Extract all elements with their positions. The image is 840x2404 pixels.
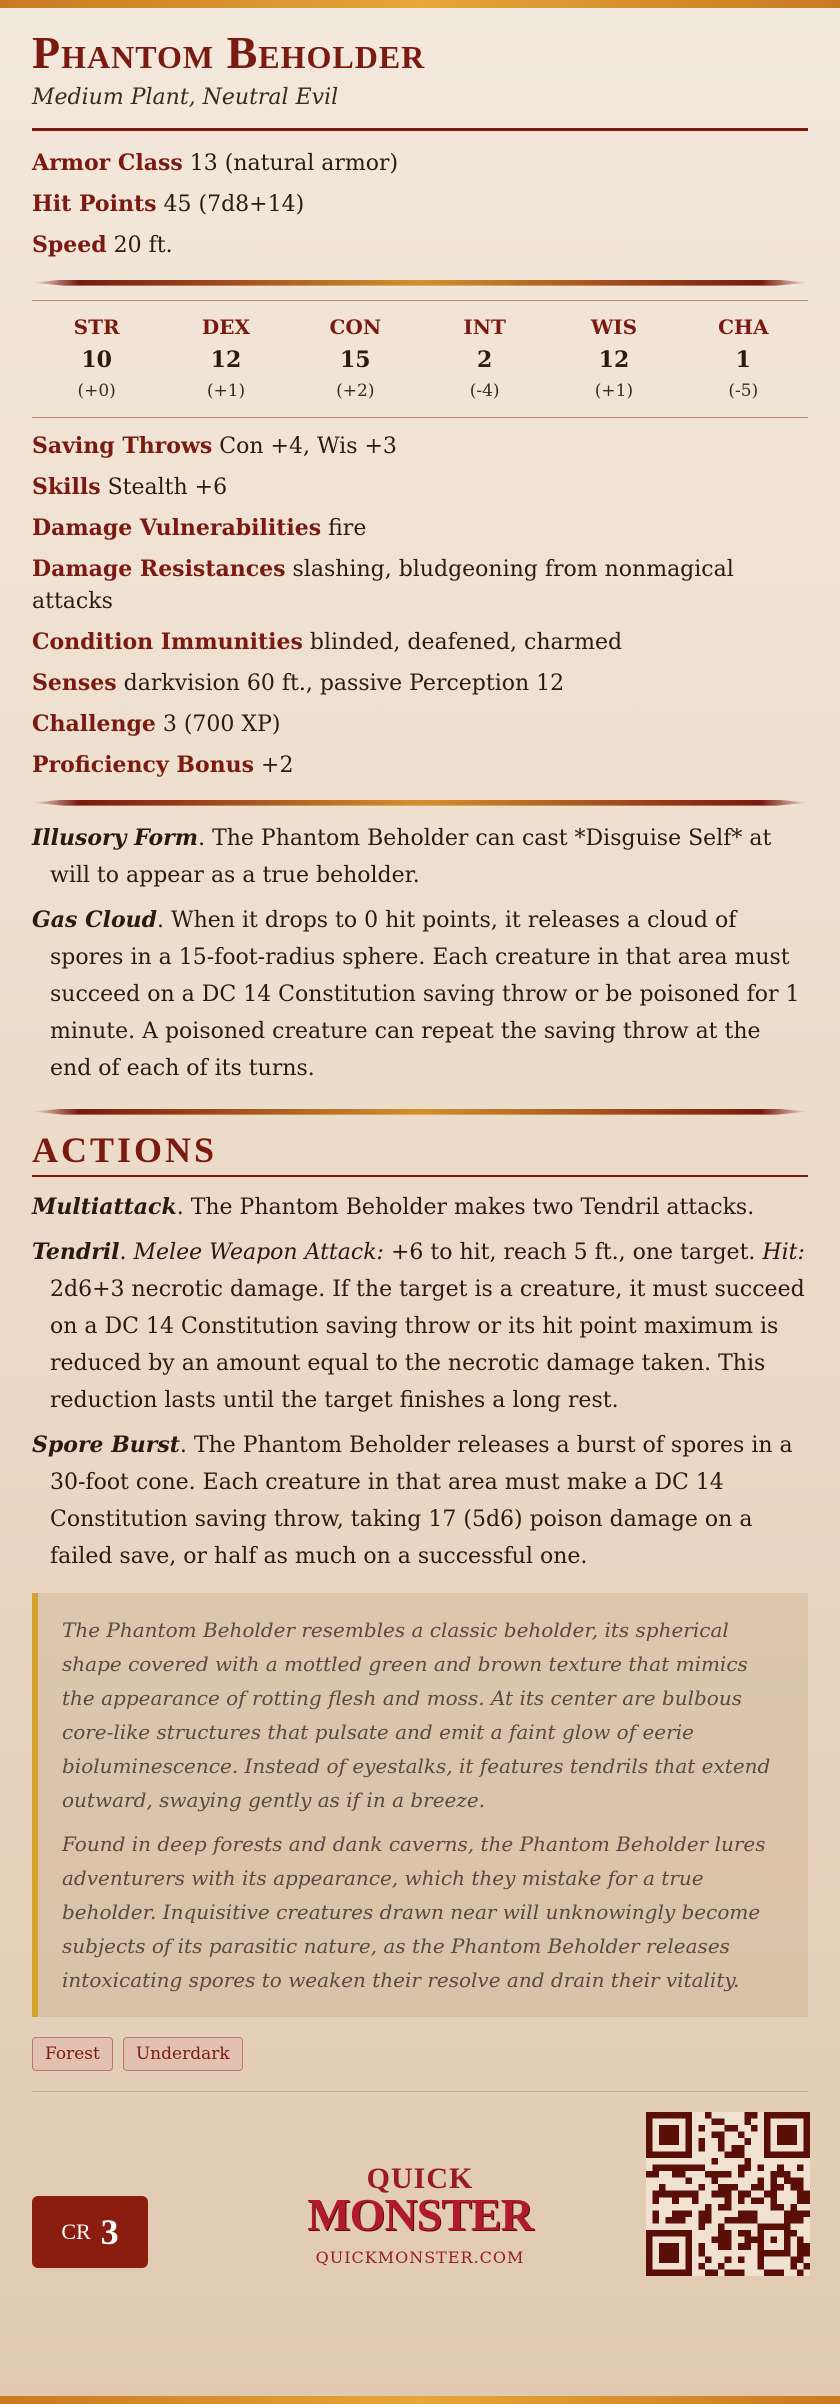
lore-paragraph: Found in deep forests and dank caverns, the Phantom Beholder lures adventurers with its appearance, which they mistake for a true beholder. Inquisitive creatures drawn near will unknowingly become subjects of its parasitic nature, as the Phantom Beholder releases intoxicating spores to weaken their resolve and drain their vitality. — [62, 1831, 766, 1992]
skills: Skills Stealth +6 — [32, 473, 228, 500]
tapered-divider — [32, 1109, 808, 1115]
ability-cha: CHA 1 (-5) — [718, 314, 769, 401]
proficiency-bonus: Proficiency Bonus +2 — [32, 751, 294, 778]
damage-vulnerabilities: Damage Vulnerabilities fire — [32, 514, 367, 541]
action-multiattack: Multiattack. The Phantom Beholder makes two Tendril attacks. — [32, 1193, 755, 1220]
qr-code-icon[interactable] — [646, 2112, 810, 2276]
speed: Speed 20 ft. — [32, 231, 173, 258]
ability-con: CON 15 (+2) — [329, 314, 382, 401]
divider — [32, 1175, 808, 1177]
ability-wis: WIS 12 (+1) — [590, 314, 638, 401]
lore-paragraph: The Phantom Beholder resembles a classic beholder, its spherical shape covered with a mottled green and brown texture that mimics the appearance of rotting flesh and moss. At its center are bulbous core-like structures that pulsate and emit a faint glow of eerie bioluminescence. Instead of eyestalks, it features tendrils that extend outward, swaying gently as if in a breeze. — [62, 1617, 771, 1812]
armor-class: Armor Class 13 (natural armor) — [32, 149, 399, 176]
quickmonster-logo[interactable]: QUICK MONSTER QUICKMONSTER.COM — [280, 2164, 560, 2267]
actions-section — [32, 1189, 808, 1575]
condition-immunities: Condition Immunities blinded, deafened, charmed — [32, 628, 623, 655]
challenge: Challenge 3 (700 XP) — [32, 710, 281, 737]
monster-name: Phantom Beholder — [32, 27, 426, 78]
ability-str: STR 10 (+0) — [73, 314, 120, 401]
action-spore-burst: Spore Burst. The Phantom Beholder releases a burst of spores in a 30-foot cone. Each creature in that area must make a DC 14 Constitution saving throw, taking 17 (5d6) poison damage on a failed save, or half as much on a successful one. — [32, 1431, 793, 1569]
cr-badge: CR 3 — [32, 2196, 148, 2268]
ability-dex: DEX 12 (+1) — [201, 314, 251, 401]
tapered-divider — [32, 280, 808, 286]
basics-section — [32, 143, 808, 266]
trait-illusory-form: Illusory Form. The Phantom Beholder can cast *Disguise Self* at will to appear as a true beholder. — [32, 824, 772, 888]
action-tendril: Tendril. Melee Weapon Attack: +6 to hit, reach 5 ft., one target. Hit: 2d6+3 necrotic damage. If the target is a creature, it must succeed on a DC 14 Constitution saving throw or its hit point maximum is reduced by an amount equal to the necrotic damage taken. This reduction lasts until the target finishes a long rest. — [32, 1238, 805, 1413]
actions-heading: ACTIONS — [32, 1129, 218, 1170]
trait-gas-cloud: Gas Cloud. When it drops to 0 hit points, it releases a cloud of spores in a 15-foot-radius sphere. Each creature in that area must succeed on a DC 14 Constitution saving throw or be poisoned for 1 minute. A poisoned creature can repeat the saving throw at the end of each of its turns. — [32, 906, 800, 1081]
top-accent-bar — [0, 0, 840, 8]
stat-block — [32, 8, 808, 2292]
damage-resistances: Damage Resistances slashing, bludgeoning from nonmagical attacks — [32, 555, 734, 614]
hit-points: Hit Points 45 (7d8+14) — [32, 190, 305, 217]
traits-section — [32, 820, 808, 1087]
footer — [32, 2092, 808, 2292]
tapered-divider — [32, 800, 808, 806]
tag-underdark[interactable]: Underdark — [123, 2037, 243, 2071]
bottom-accent-bar — [0, 2396, 840, 2404]
tag-forest[interactable]: Forest — [32, 2037, 113, 2071]
site-link[interactable]: QUICKMONSTER.COM — [315, 2247, 525, 2267]
tag-list — [32, 2037, 808, 2071]
monster-subtitle: Medium Plant, Neutral Evil — [32, 84, 339, 110]
details-section — [32, 426, 808, 786]
divider — [32, 128, 808, 131]
lore-box — [32, 1593, 808, 2017]
senses: Senses darkvision 60 ft., passive Perception 12 — [32, 669, 565, 696]
saving-throws: Saving Throws Con +4, Wis +3 — [32, 432, 397, 459]
ability-scores — [32, 300, 808, 418]
ability-int: INT 2 (-4) — [463, 314, 506, 401]
